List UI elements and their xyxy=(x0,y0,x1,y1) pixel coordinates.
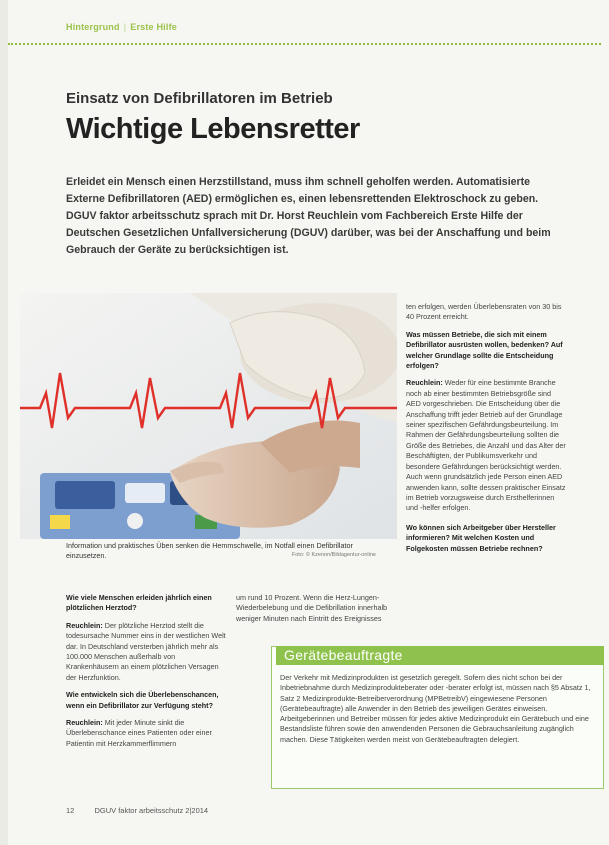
section-kicker: Hintergrund | Erste Hilfe xyxy=(66,22,177,32)
left-column xyxy=(66,593,226,756)
answer-right-1 xyxy=(406,378,566,513)
question-right-2: Wo können sich Arbeitgeber über Hersteller informieren? Mit welchen Kosten und Folgekosten müssen Betriebe rechnen? xyxy=(406,522,556,553)
question-left-2: Wie entwickeln sich die Überlebenschancen, wenn ein Defibrillator zur Verfügung steht? xyxy=(66,690,219,710)
answer-left-1 xyxy=(66,621,226,683)
speaker-label: Reuchlein: xyxy=(66,620,103,630)
photo-caption xyxy=(66,541,376,560)
subsection-label: Erste Hilfe xyxy=(130,22,177,32)
info-box-title: Gerätebeauftragte xyxy=(276,646,604,665)
article-lead: Erleidet ein Mensch einen Herzstillstand, muss ihm schnell geholfen werden. Automatisierte Externe Defibrillatoren (AED) ermöglichen es, einen lebensrettenden Elektroschock zu geben. DGUV faktor arbeitsschutz sprach mit Dr. Horst Reuchlein vom Fachbereich Erste Hilfe der Deutschen Gesetzlichen Unfallversicherung (DGUV) darüber, was bei der Anschaffung und beim Gebrauch der Geräte zu berücksichtigen ist. xyxy=(66,176,551,256)
article-overline: Einsatz von Defibrillatoren im Betrieb xyxy=(66,90,333,107)
speaker-label: Reuchlein: xyxy=(406,378,443,388)
article-headline: Wichtige Lebensretter xyxy=(66,113,360,145)
answer-left-2 xyxy=(66,718,226,749)
right-paragraph-1: ten erfolgen, werden Überlebensraten von 30 bis 40 Prozent erreicht. xyxy=(406,302,562,322)
right-column xyxy=(406,302,566,561)
question-right-1: Was müssen Betriebe, die sich mit einem Defibrillator ausrüsten wollen, bedenken? Auf welcher Grundlage sollte die Entscheidung erfolgen? xyxy=(406,329,563,371)
caption-text: Information und praktisches Üben senken die Hemmschwelle, im Notfall einen Defibrillator einzusetzen. xyxy=(66,541,353,560)
question-left-1: Wie viele Menschen erleiden jährlich einen plötzlichen Herztod? xyxy=(66,593,212,613)
publication-name: DGUV faktor arbeitsschutz 2|2014 xyxy=(94,806,209,815)
dotted-divider xyxy=(8,43,601,45)
page-number: 12 xyxy=(66,806,75,815)
info-box-text: Der Verkehr mit Medizinprodukten ist gesetzlich geregelt. Sofern dies nicht schon bei der Inbetriebnahme durch Medizinprodukteberater oder -berater erfolgt ist, müssen nach §5 Absatz 1, Satz 2 Medizinprodukte-Betreiberverordnung (MPBetreibV) eingewiesene Personen (Gerätebeauftragte) alle Anwender in den Betrieb des jeweiligen Gerätes einweisen. Arbeitgeberinnen und Betreiber müssen für jedes aktive Medizinprodukt ein Gerätebuch und eine Bestandsliste führen sowie den anwendenden Personen die Gebrauchsanleitung zugänglich machen. Diese Tätigkeiten werden meist von Gerätebeauftragten delegiert. xyxy=(280,673,591,744)
middle-paragraph-1: um rund 10 Prozent. Wenn die Herz-Lungen-Wiederbelebung und die Defibrillation innerhalb weniger Minuten nach Eintritt des Ereignisses xyxy=(236,593,388,623)
answer-text: Weder für eine bestimmte Branche noch ab einer bestimmten Betriebsgröße sind AED vorgeschrieben. Die Entscheidung über die Anschaffung trifft jeder Betrieb auf der Grundlage seiner spezifischen Gefährdungsbeurteilung. Im Rahmen der Gefährdungsbeurteilung sollten die Größe des Betriebes, die Anzahl und das Alter der Beschäftigten, der Publikumsverkehr und besondere Gefährdungen berücksichtigt werden. Auch wenn grundsätzlich jede Person einen AED anwenden kann, sollte dessen praktischer Einsatz im Betrieb vorzugsweise durch Ersthelferinnen und -helfer erfolgen. xyxy=(406,378,566,513)
info-box xyxy=(271,646,604,789)
answer-text: Mit jeder Minute sinkt die Überlebenschance eines Patienten oder einer Patientin mit Herzkammerflimmern xyxy=(66,718,212,748)
speaker-label: Reuchlein: xyxy=(66,718,103,728)
page-footer xyxy=(66,806,208,815)
section-label: Hintergrund xyxy=(66,22,120,32)
photo-credit: Foto: © Kzenon/Bildagentur-online xyxy=(291,552,376,558)
answer-text: Der plötzliche Herztod stellt die todesursache Nummer eins in der westlichen Welt dar. In Deutschland versterben jährlich mehr als 100.000 Menschen außerhalb von Krankenhäusern an einem plötzlichen Versagen der Herzfunktion. xyxy=(66,620,226,682)
page-edge-shadow xyxy=(0,0,8,845)
photo-illustration xyxy=(20,293,397,539)
defibrillator-photo xyxy=(20,293,397,539)
middle-column xyxy=(236,593,396,631)
